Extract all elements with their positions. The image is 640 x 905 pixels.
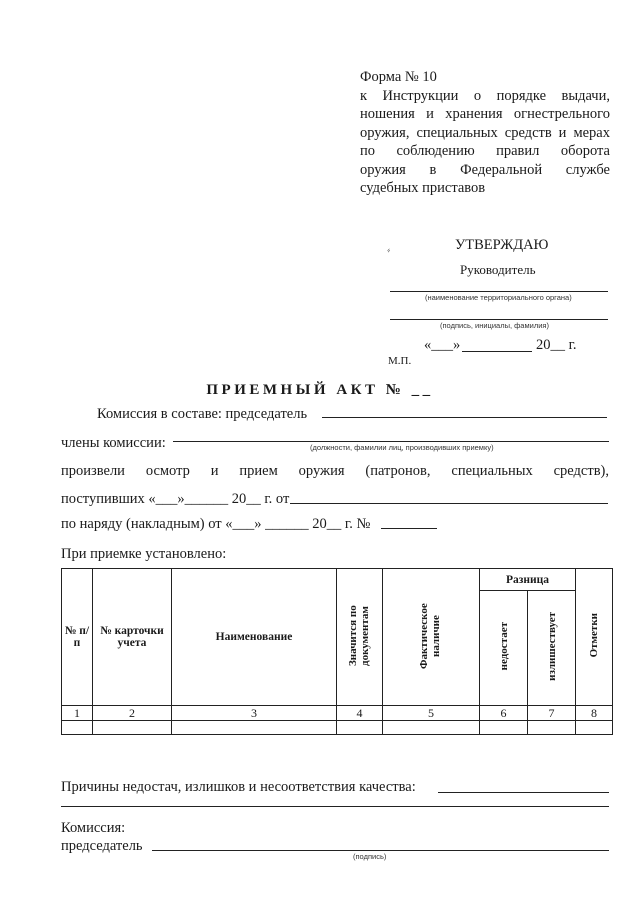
col-fact: Фактическое наличие [383,569,480,706]
signature-caption: (подпись, инициалы, фамилия) [440,321,549,330]
header-line-5: оружия в Федеральной службе [360,161,610,178]
sign-caption: (подпись) [353,852,387,861]
form-header [360,68,610,198]
approval-date-month-line[interactable] [462,351,532,352]
established-label: При приемке установлено: [61,546,227,562]
order-text: по наряду (накладным) от «___» ______ 20__ г. № [61,516,371,532]
approval-date-day: «___» [424,337,461,353]
cell-num-6: 6 [480,706,528,721]
chair-signature-field[interactable] [152,850,609,851]
col-card: № карточки учета [93,569,172,706]
stamp-label: М.П. [388,355,412,367]
approve-label: УТВЕРЖДАЮ [455,237,549,253]
chair-field[interactable] [322,417,607,418]
reasons-field[interactable] [438,792,609,793]
members-field[interactable] [173,441,609,442]
col-diff: Разница [480,569,576,591]
col-doc: Значится по документам [337,569,383,706]
col-name: Наименование [172,569,337,706]
table-row-numbers [62,706,613,721]
header-line-4: по соблюдению правил оборота [360,143,610,159]
cell-num-3: 3 [172,706,337,721]
form-number: Форма № 10 [360,69,437,85]
reasons-field-2[interactable] [61,806,609,807]
cell-num-2: 2 [93,706,172,721]
col-notes: Отметки [576,569,613,706]
commission-chair-label: Комиссия в составе: председатель [97,406,308,422]
cell-num-8: 8 [576,706,613,721]
order-number-field[interactable] [381,528,437,529]
org-caption: (наименование территориального органа) [425,293,572,302]
performed-text: произвели осмотр и прием оружия (патронов, специальных средств), [61,463,609,479]
signature-line[interactable] [390,319,608,320]
header-line-2: ношения и хранения огнестрельного [360,106,610,122]
commission-label: Комиссия: [61,820,126,836]
col-lack: недостает [480,591,528,706]
scan-mark: ⸗ [385,244,393,257]
cell-num-1: 1 [62,706,93,721]
head-label: Руководитель [460,262,536,277]
arrived-text: поступивших «___»______ 20__ г. от [61,491,290,507]
header-line-1: к Инструкции о порядке выдачи, [360,87,610,104]
reasons-label: Причины недостач, излишков и несоответствия качества: [61,779,416,795]
header-line-3: оружия, специальных средств и мерах [360,124,610,141]
approval-date-year: 20__ г. [536,337,577,353]
members-label: члены комиссии: [61,435,166,451]
cell-num-4: 4 [337,706,383,721]
chair-label: председатель [61,838,143,854]
org-line[interactable] [390,291,608,292]
document-title: ПРИЕМНЫЙ АКТ № __ [206,382,434,398]
cell-num-7: 7 [528,706,576,721]
acceptance-table [61,568,613,735]
col-num: № п/п [62,569,93,706]
header-line-6: судебных приставов [360,180,486,196]
cell-num-5: 5 [383,706,480,721]
table-row[interactable] [62,721,613,735]
members-caption: (должности, фамилии лиц, производивших приемку) [310,443,494,452]
arrived-from-field[interactable] [290,503,608,504]
col-excess: излишествует [528,591,576,706]
